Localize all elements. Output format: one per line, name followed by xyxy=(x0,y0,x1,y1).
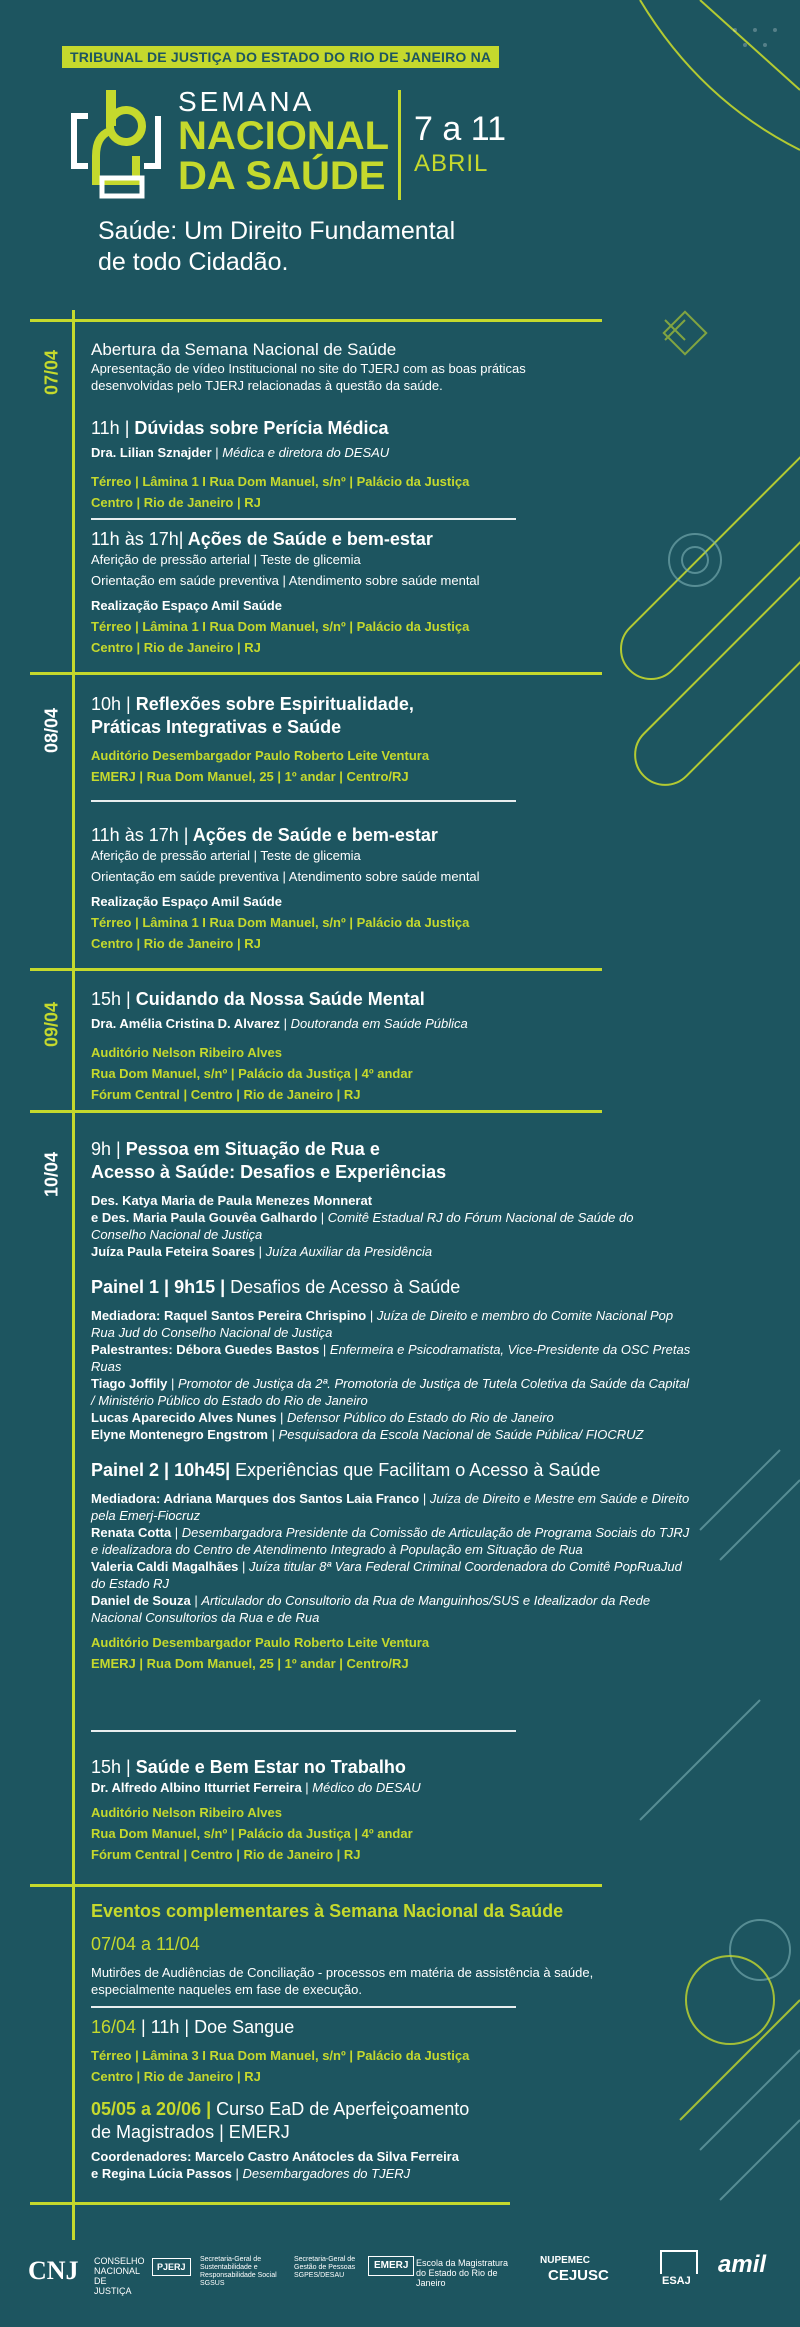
event-location: Auditório Desembargador Paulo Roberto Leite Ventura xyxy=(91,748,430,763)
logo-title-line2: NACIONAL DA SAÚDE xyxy=(178,114,390,198)
speaker-role: Médica e diretora do DESAU xyxy=(222,445,390,460)
cnj-name: CONSELHO NACIONAL DE JUSTIÇA xyxy=(94,2256,145,2296)
event-separator xyxy=(91,2006,516,2008)
speaker-name: Renata Cotta xyxy=(91,1525,172,1540)
moderator-name: Mediadora: Raquel Santos Pereira Chrispino xyxy=(91,1308,367,1323)
event-description: Mutirões de Audiências de Conciliação - processos em matéria de assistência à saúde, especialmente naqueles em fase de execução. xyxy=(91,1965,594,1997)
theme-subtitle: Saúde: Um Direito Fundamental de todo Cidadão. xyxy=(98,217,456,276)
event-description: Apresentação de vídeo Institucional no site do TJERJ com as boas práticas desenvolvidas pelo TJERJ relacionadas à questão da saúde. xyxy=(91,361,526,393)
date-label-0904: 09/04 xyxy=(41,1001,62,1048)
emerj-logo: EMERJ xyxy=(368,2256,414,2276)
event-curso-ead: 05/05 a 20/06 | Curso EaD de Aperfeiçoamento de Magistrados | EMERJ Coordenadores: Marcelo Castro Anátocles da Silva Ferreira e Regina Lúcia Passos | Desembargadores do TJERJ xyxy=(91,2098,681,2182)
speaker-name: Des. Katya Maria de Paula Menezes Monnerat xyxy=(91,1193,373,1208)
event-pericia: 11h | Dúvidas sobre Perícia Médica Dra. Lilian Sznajder | Médica e diretora do DESAU Térreo | Lâmina 1 I Rua Dom Manuel, s/nº | Palácio da Justiça Centro | Rio de Janeiro | RJ xyxy=(91,417,681,511)
panel-title: Painel 1 | 9h15 | xyxy=(91,1277,226,1297)
event-location: Rua Dom Manuel, s/nº | Palácio da Justiça | 4º andar xyxy=(91,1826,413,1841)
speaker-name: Valeria Caldi Magalhães xyxy=(91,1559,239,1574)
organizer-banner: TRIBUNAL DE JUSTIÇA DO ESTADO DO RIO DE JANEIRO NA xyxy=(62,46,499,68)
event-title: Doe Sangue xyxy=(194,2017,295,2037)
event-time: 10h | xyxy=(91,694,131,714)
event-title: Ações de Saúde e bem-estar xyxy=(192,825,438,845)
event-location: Centro | Rio de Janeiro | RJ xyxy=(91,2069,261,2084)
event-title: Pessoa em Situação de Rua e xyxy=(125,1139,380,1159)
day-separator xyxy=(30,672,602,675)
speaker-name: Dra. Lilian Sznajder xyxy=(91,445,212,460)
event-location: Térreo | Lâmina 3 I Rua Dom Manuel, s/nº | Palácio da Justiça xyxy=(91,2048,470,2063)
event-location: Fórum Central | Centro | Rio de Janeiro | RJ xyxy=(91,1847,361,1862)
speaker-role: Médico do DESAU xyxy=(312,1780,421,1795)
speaker-role: Juíza de Direito e Mestre em Saúde e Direito pela Emerj-Fiocruz xyxy=(91,1491,690,1523)
section-heading: Eventos complementares à Semana Nacional da Saúde xyxy=(91,1901,564,1921)
event-time: | 11h | xyxy=(136,2017,190,2037)
event-location: Centro | Rio de Janeiro | RJ xyxy=(91,640,261,655)
event-detail: Aferição de pressão arterial | Teste de glicemia xyxy=(91,552,361,567)
event-organizer: Realização Espaço Amil Saúde xyxy=(91,894,282,909)
event-title: Saúde e Bem Estar no Trabalho xyxy=(135,1757,406,1777)
event-acoes-saude xyxy=(91,528,681,656)
event-detail: Orientação em saúde preventiva | Atendimento sobre saúde mental xyxy=(91,573,480,588)
speaker-name: Juíza Paula Feteira Soares xyxy=(91,1244,256,1259)
event-time: 11h às 17h | xyxy=(91,825,189,845)
event-organizer: Realização Espaço Amil Saúde xyxy=(91,598,282,613)
event-acoes-saude-2 xyxy=(91,824,681,952)
event-time: 11h às 17h| xyxy=(91,529,184,549)
event-location: Auditório Desembargador Paulo Roberto Leite Ventura xyxy=(91,1635,430,1650)
health-week-logo-icon xyxy=(66,86,166,201)
event-location: Centro | Rio de Janeiro | RJ xyxy=(91,936,261,951)
event-location: Auditório Nelson Ribeiro Alves xyxy=(91,1805,282,1820)
event-separator xyxy=(91,800,516,802)
event-time: 15h | xyxy=(91,989,131,1009)
speaker-role: Juíza de Direito e membro do Comite Nacional Pop Rua Jud do Conselho Nacional de Justiça xyxy=(91,1308,674,1340)
speaker-role: Comitê Estadual RJ do Fórum Nacional de Saúde do Conselho Nacional de Justiça xyxy=(91,1210,634,1242)
event-date: 16/04 xyxy=(91,2017,137,2037)
date-label-0704: 07/04 xyxy=(41,349,62,396)
speaker-role: Pesquisadora da Escola Nacional de Saúde Pública/ FIOCRUZ xyxy=(278,1427,644,1442)
sgpes-logo: Secretaria-Geral de Gestão de Pessoas SGPES/DESAU xyxy=(294,2256,356,2279)
amil-logo: amil xyxy=(718,2251,767,2278)
event-title: Abertura da Semana Nacional de Saúde xyxy=(91,340,397,359)
event-date: 05/05 a 20/06 | xyxy=(91,2099,212,2119)
speaker-name: Palestrantes: Débora Guedes Bastos xyxy=(91,1342,320,1357)
speaker-role: Desembargadores do TJERJ xyxy=(242,2166,411,2181)
coordinator-name: Coordenadores: Marcelo Castro Anátocles da Silva Ferreira xyxy=(91,2149,459,2164)
speaker-role: Defensor Público do Estado do Rio de Janeiro xyxy=(287,1410,554,1425)
event-location: Térreo | Lâmina 1 I Rua Dom Manuel, s/nº | Palácio da Justiça xyxy=(91,474,470,489)
event-location: EMERJ | Rua Dom Manuel, 25 | 1º andar | Centro/RJ xyxy=(91,769,409,784)
event-title: Ações de Saúde e bem-estar xyxy=(187,529,433,549)
speaker-role: Enfermeira e Psicodramatista, Vice-Presidente da OSC Pretas Ruas xyxy=(91,1342,691,1374)
speaker-name: Elyne Montenegro Engstrom xyxy=(91,1427,268,1442)
event-bem-estar-trabalho: 15h | Saúde e Bem Estar no Trabalho Dr. Alfredo Albino Itturriet Ferreira | Médico do DESAU Auditório Nelson Ribeiro Alves Rua Dom Manuel, s/nº | Palácio da Justiça | 4º andar Fórum Central | Centro | Rio de Janeiro | RJ xyxy=(91,1756,681,1863)
event-date: 07/04 a 11/04 xyxy=(91,1934,200,1954)
date-label-0804: 08/04 xyxy=(41,707,62,754)
date-label-1004: 10/04 xyxy=(41,1151,62,1198)
day-separator xyxy=(30,2202,510,2205)
panel-subtitle: Desafios de Acesso à Saúde xyxy=(230,1277,461,1297)
day-separator xyxy=(30,968,602,971)
event-location: Auditório Nelson Ribeiro Alves xyxy=(91,1045,282,1060)
sgsus-logo: Secretaria-Geral de Sustentabilidade e Responsabilidade Social SGSUS xyxy=(200,2256,277,2287)
speaker-role: Desembargadora Presidente da Comissão de Articulação de Programa Sociais do TJRJ e idealizadora do Centro de Atendimento Integrado à População em Situação de Rua xyxy=(91,1525,690,1557)
event-detail: Aferição de pressão arterial | Teste de glicemia xyxy=(91,848,361,863)
complementary-events xyxy=(91,1900,691,1998)
pjerj-logo: PJERJ xyxy=(152,2258,191,2276)
moderator-name: Mediadora: Adriana Marques dos Santos Laia Franco xyxy=(91,1491,420,1506)
event-time: 9h | xyxy=(91,1139,121,1159)
event-detail: Orientação em saúde preventiva | Atendimento sobre saúde mental xyxy=(91,869,480,884)
event-month: ABRIL xyxy=(414,150,489,177)
emerj-name: Escola da Magistratura do Estado do Rio de Janeiro xyxy=(416,2258,509,2288)
coordinator-name: e Regina Lúcia Passos xyxy=(91,2166,232,2181)
speaker-role: Promotor de Justiça da 2ª. Promotoria de Justiça de Tutela Coletiva da Saúde da Capital / Ministério Público do Estado do Rio de Janeiro xyxy=(91,1376,690,1408)
speaker-role: Articulador do Consultorio da Rua de Manguinhos/SUS e Idealizador da Rede Nacional Consultorios da Rua e de Rua xyxy=(91,1593,651,1625)
event-location: Térreo | Lâmina 1 I Rua Dom Manuel, s/nº | Palácio da Justiça xyxy=(91,915,470,930)
timeline-axis xyxy=(72,310,75,2240)
speaker-name: Dra. Amélia Cristina D. Alvarez xyxy=(91,1016,281,1031)
event-location: EMERJ | Rua Dom Manuel, 25 | 1º andar | Centro/RJ xyxy=(91,1656,409,1671)
panel-title: Painel 2 | 10h45| xyxy=(91,1460,231,1480)
event-opening xyxy=(91,339,681,394)
logo-title-line1: SEMANA xyxy=(178,86,315,117)
esaj-building-icon xyxy=(660,2250,698,2274)
event-dates: 7 a 11 xyxy=(414,110,507,148)
event-espiritualidade xyxy=(91,693,681,785)
esaj-logo: ESAJ xyxy=(662,2275,691,2287)
event-title: Curso EaD de Aperfeiçoamento xyxy=(216,2099,470,2119)
event-doe-sangue xyxy=(91,2016,681,2085)
speaker-name: Tiago Joffily xyxy=(91,1376,168,1391)
event-situacao-rua: 9h | Pessoa em Situação de Rua e Acesso à Saúde: Desafios e Experiências Des. Katya Maria de Paula Menezes Monnerat e Des. Maria Paula Gouvêa Galhardo | Comitê Estadual RJ do Fórum Nacional de Saúde do Conselho Nacional de Justiça Juíza Paula Feteira Soares | Juíza Auxiliar da Presidência Painel 1 | 9h15 | Desafios de Acesso à Saúde Mediadora: Raquel Santos Pereira Chrispino | Juíza de Direito e membro do Comite Nacional Pop Rua Jud do Conselho Nacional de Justiça Palestrantes: Débora Guedes Bastos | Enfermeira e Psicodramatista, Vice-Presidente da OSC Pretas Ruas Tiago Joffily | Promotor de Justiça da 2ª. Promotoria de Justiça de Tutela Coletiva da Saúde da Capital / Ministério Público do Estado do Rio de Janeiro Lucas Aparecido Alves Nunes | Defensor Público do Estado do Rio de Janeiro Elyne Montenegro Engstrom | Pesquisadora da Escola Nacional de Saúde Pública/ FIOCRUZ Painel 2 | 10h45| Experiências que Facilitam o Acesso à Saúde Mediadora: Adriana Marques dos Santos Laia Franco | Juíza de Direito e Mestre em Saúde e Direito pela Emerj-Fiocruz Renata Cotta | Desembargadora Presidente da Comissão de Articulação de Programa Sociais do TJRJ e idealizadora do Centro de Atendimento Integrado à População em Situação de Rua Valeria Caldi Magalhães | Juíza titular 8ª Vara Federal Criminal Coordenadora do Comitê PopRuaJud do Estado RJ Daniel de Souza | Articulador do Consultorio da Rua de Manguinhos/SUS e Idealizador da Rede Nacional Consultorios da Rua e de Rua Auditório Desembargador Paulo Roberto Leite Ventura EMERJ | Rua Dom Manuel, 25 | 1º andar | Centro/RJ xyxy=(91,1139,691,1671)
day-separator xyxy=(30,1110,602,1113)
event-time: 11h | xyxy=(91,418,130,438)
speaker-name: Dr. Alfredo Albino Itturriet Ferreira xyxy=(91,1780,302,1795)
event-location: Rua Dom Manuel, s/nº | Palácio da Justiça | 4º andar xyxy=(91,1066,413,1081)
event-time: 15h | xyxy=(91,1757,131,1777)
event-location: Fórum Central | Centro | Rio de Janeiro | RJ xyxy=(91,1087,361,1102)
event-title: Reflexões sobre Espiritualidade, xyxy=(135,694,414,714)
event-title: Dúvidas sobre Perícia Médica xyxy=(134,418,389,438)
cnj-logo: CNJ xyxy=(28,2256,79,2285)
speaker-role: Juíza titular 8ª Vara Federal Criminal Coordenadora do Comitê PopRuaJud do Estado RJ xyxy=(91,1559,682,1591)
event-separator xyxy=(91,1730,516,1732)
event-title: Acesso à Saúde: Desafios e Experiências xyxy=(91,1162,447,1182)
day-separator xyxy=(30,319,602,322)
speaker-role: Doutoranda em Saúde Pública xyxy=(290,1016,468,1031)
event-separator xyxy=(91,518,516,520)
speaker-name: Daniel de Souza xyxy=(91,1593,191,1608)
cejusc-logo: CEJUSC xyxy=(548,2267,609,2284)
sponsor-logos xyxy=(0,2230,800,2327)
panel-subtitle: Experiências que Facilitam o Acesso à Saúde xyxy=(235,1460,601,1480)
nupemec-logo: NUPEMEC xyxy=(540,2255,591,2266)
event-location: Centro | Rio de Janeiro | RJ xyxy=(91,495,261,510)
header-divider xyxy=(398,90,401,200)
event-location: Térreo | Lâmina 1 I Rua Dom Manuel, s/nº | Palácio da Justiça xyxy=(91,619,470,634)
speaker-name: Lucas Aparecido Alves Nunes xyxy=(91,1410,277,1425)
event-saude-mental: 15h | Cuidando da Nossa Saúde Mental Dra. Amélia Cristina D. Alvarez | Doutoranda em Saúde Pública Auditório Nelson Ribeiro Alves Rua Dom Manuel, s/nº | Palácio da Justiça | 4º andar Fórum Central | Centro | Rio de Janeiro | RJ xyxy=(91,988,681,1103)
speaker-name: e Des. Maria Paula Gouvêa Galhardo xyxy=(91,1210,318,1225)
day-separator xyxy=(30,1884,602,1887)
event-title: de Magistrados | EMERJ xyxy=(91,2122,290,2142)
event-title: Cuidando da Nossa Saúde Mental xyxy=(135,989,425,1009)
event-title: Práticas Integrativas e Saúde xyxy=(91,717,342,737)
speaker-role: Juíza Auxiliar da Presidência xyxy=(265,1244,433,1259)
